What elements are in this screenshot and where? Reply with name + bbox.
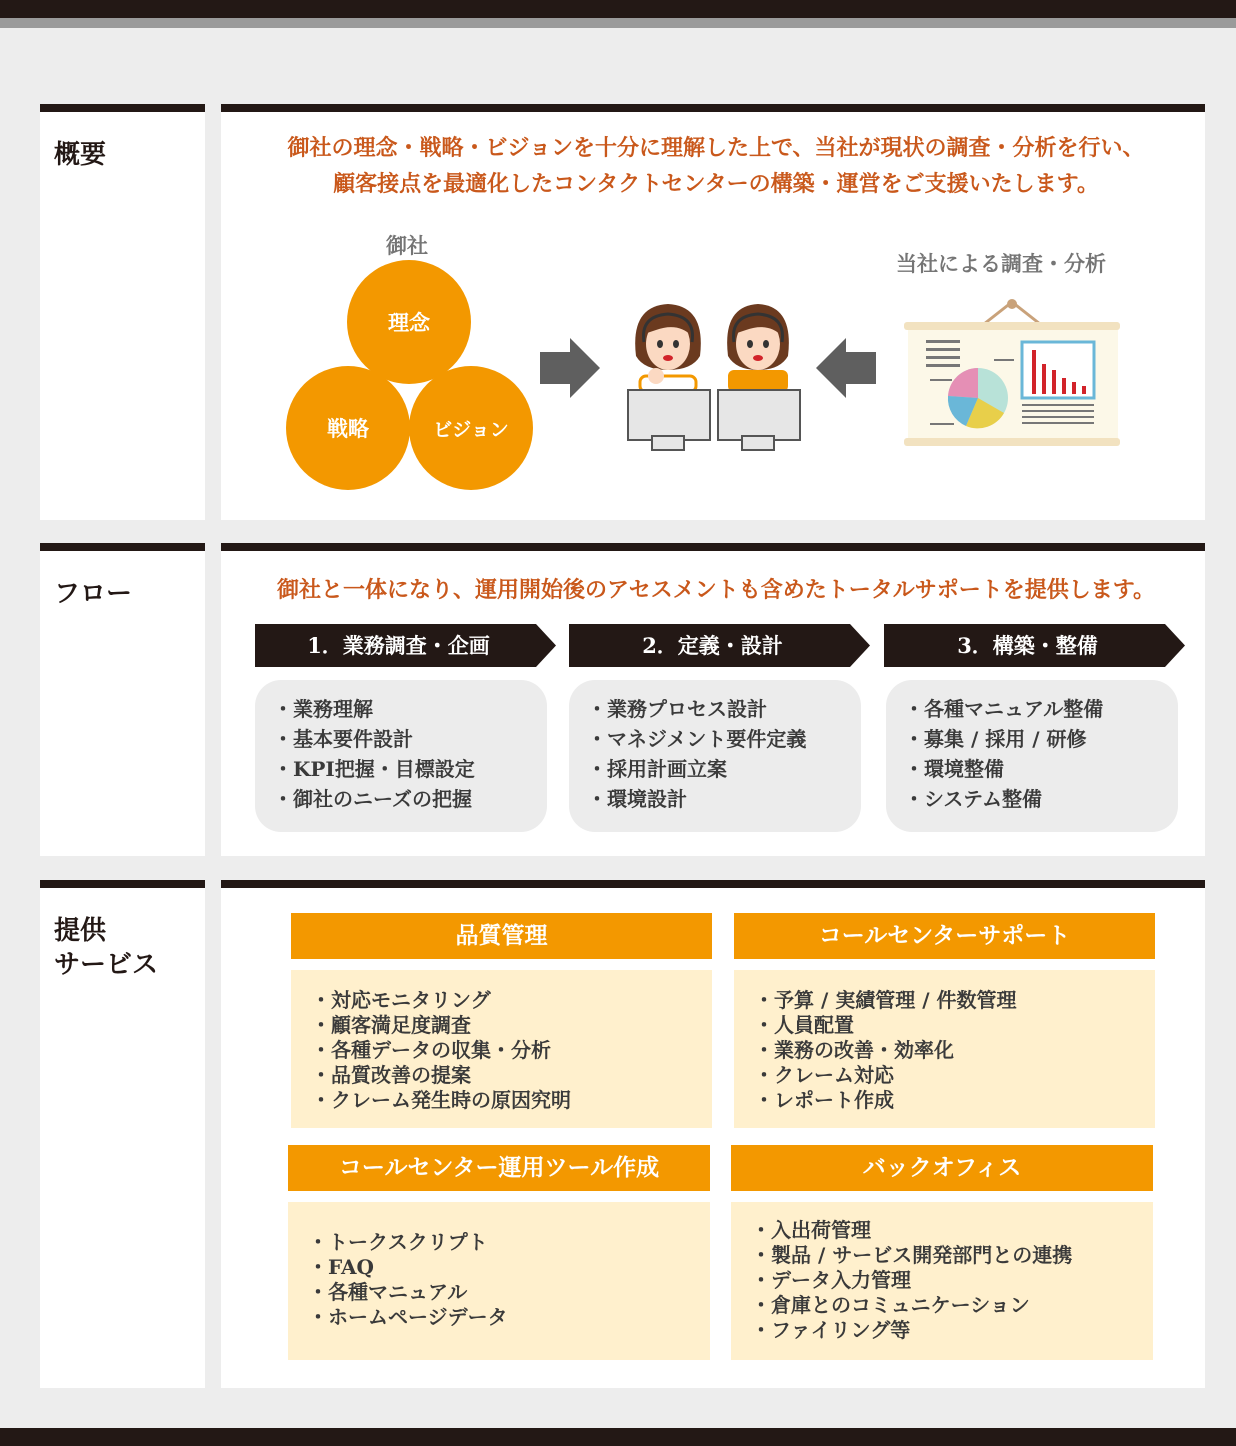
list-item: ・FAQ xyxy=(308,1255,374,1279)
flow-lead: 御社と一体になり、運用開始後のアセスメントも含めたトータルサポートを提供します。 xyxy=(276,577,1156,603)
service-card-1-title: 品質管理 xyxy=(291,913,712,959)
overview-lead-line1: 御社の理念・戦略・ビジョンを十分に理解した上で、当社が現状の調査・分析を行い、 xyxy=(287,135,1145,161)
services-label-column xyxy=(40,880,205,1388)
list-item: ・予算 / 実績管理 / 件数管理 xyxy=(754,988,1017,1012)
arrow-left-icon xyxy=(816,338,876,398)
list-item: ・人員配置 xyxy=(754,1013,854,1037)
arrow-right-icon xyxy=(540,338,600,398)
operator-left-icon xyxy=(635,304,701,392)
list-item: ・業務理解 xyxy=(273,697,373,721)
list-item: ・マネジメント要件定義 xyxy=(587,727,807,751)
circle-philosophy: 理念 xyxy=(347,260,471,384)
list-item: ・御社のニーズの把握 xyxy=(273,787,472,811)
service-card-1-body xyxy=(291,970,712,1128)
list-item: ・入出荷管理 xyxy=(751,1218,871,1242)
list-item: ・品質改善の提案 xyxy=(311,1063,471,1087)
list-item: ・各種データの収集・分析 xyxy=(311,1038,551,1062)
service-card-4-title: バックオフィス xyxy=(731,1145,1153,1191)
list-item: ・ホームページデータ xyxy=(308,1305,508,1329)
overview-label-column xyxy=(40,104,205,520)
client-label: 御社 xyxy=(386,233,428,258)
circle-vision: ビジョン xyxy=(409,366,533,490)
operator-right-icon xyxy=(727,304,789,392)
bottom-bar xyxy=(0,1428,1236,1446)
list-item: ・KPI把握・目標設定 xyxy=(273,757,475,781)
overview-lead-line2: 顧客接点を最適化したコンタクトセンターの構築・運営をご支援いたします。 xyxy=(333,171,1099,197)
list-item: ・基本要件設計 xyxy=(273,727,413,751)
flow-label-column xyxy=(40,543,205,856)
list-item: ・環境整備 xyxy=(904,757,1004,781)
top-bar xyxy=(0,0,1236,18)
flow-label: フロー xyxy=(54,579,133,609)
list-item: ・ファイリング等 xyxy=(751,1318,911,1342)
service-card-2-title: コールセンターサポート xyxy=(734,913,1155,959)
flow-step-1-details xyxy=(255,680,547,832)
analysis-board-illustration xyxy=(904,298,1120,450)
flow-step-2 xyxy=(569,624,870,667)
service-card-2-body xyxy=(734,970,1155,1128)
list-item: ・データ入力管理 xyxy=(751,1268,911,1292)
flow-step-1-title: 1．業務調査・企画 xyxy=(307,633,490,658)
list-item: ・対応モニタリング xyxy=(311,988,491,1012)
list-item: ・環境設計 xyxy=(587,787,687,811)
list-item: ・各種マニュアル整備 xyxy=(904,697,1104,721)
list-item: ・採用計画立案 xyxy=(587,757,727,781)
list-item: ・システム整備 xyxy=(904,787,1042,811)
list-item: ・製品 / サービス開発部門との連携 xyxy=(751,1243,1073,1267)
list-item: ・各種マニュアル xyxy=(308,1280,468,1304)
analysis-label: 当社による調査・分析 xyxy=(896,251,1106,276)
list-item: ・クレーム対応 xyxy=(754,1063,894,1087)
flow-step-1 xyxy=(255,624,556,667)
service-card-3-body xyxy=(288,1202,710,1360)
list-item: ・倉庫とのコミュニケーション xyxy=(751,1293,1030,1317)
flow-step-3-title: 3．構築・整備 xyxy=(957,633,1098,658)
overview-label: 概要 xyxy=(54,140,107,170)
operators-illustration xyxy=(622,298,804,454)
flow-step-3 xyxy=(884,624,1185,667)
list-item: ・募集 / 採用 / 研修 xyxy=(904,727,1087,751)
list-item: ・業務プロセス設計 xyxy=(587,697,767,721)
services-label: 提供 サービス xyxy=(54,916,159,980)
flow-step-2-details xyxy=(569,680,861,832)
list-item: ・顧客満足度調査 xyxy=(311,1013,471,1037)
list-item: ・レポート作成 xyxy=(754,1088,894,1112)
flow-step-3-details xyxy=(886,680,1178,832)
top-bar-accent xyxy=(0,18,1236,28)
list-item: ・トークスクリプト xyxy=(308,1230,488,1254)
list-item: ・クレーム発生時の原因究明 xyxy=(311,1088,571,1112)
service-card-3-title: コールセンター運用ツール作成 xyxy=(288,1145,710,1191)
service-card-4-body xyxy=(731,1202,1153,1360)
list-item: ・業務の改善・効率化 xyxy=(754,1038,954,1062)
circle-strategy: 戦略 xyxy=(286,366,410,490)
flow-step-2-title: 2．定義・設計 xyxy=(642,633,783,658)
